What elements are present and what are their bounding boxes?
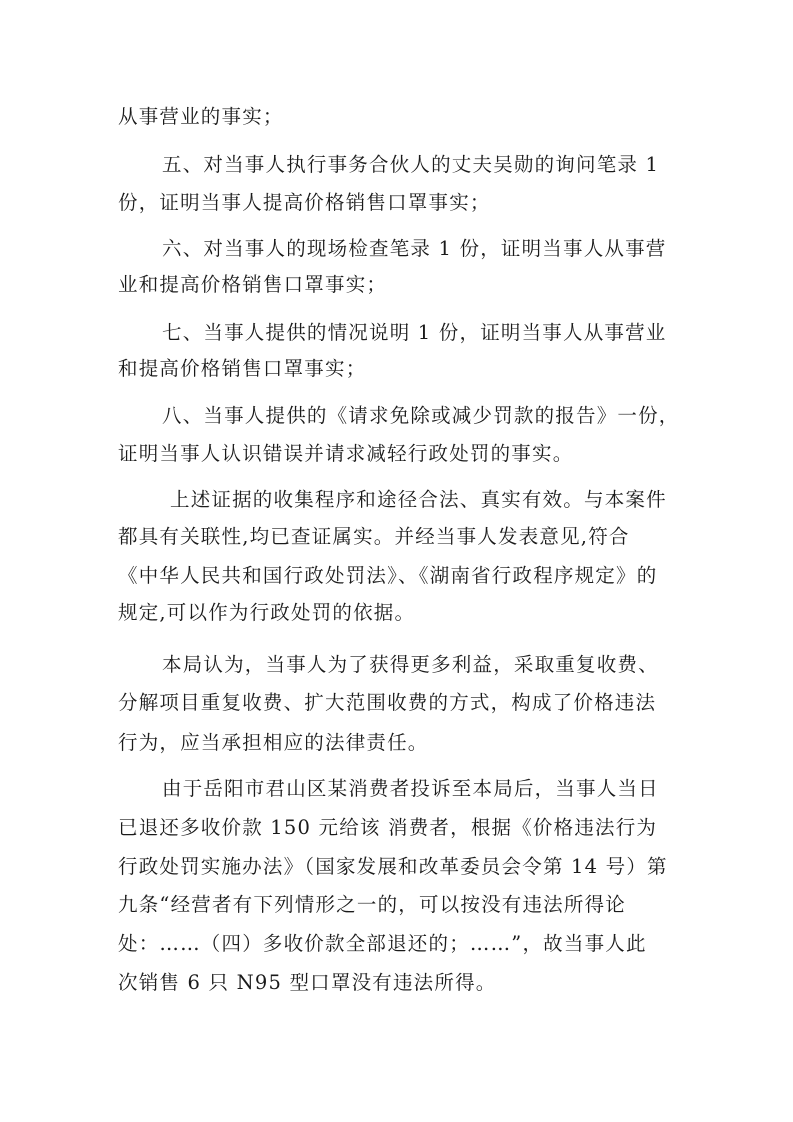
paragraph-line: 都具有关联性,均已查证属实。并经当事人发表意见,符合 <box>118 525 630 548</box>
paragraph-line: 六、对当事人的现场检查笔录 1 份，证明当事人从事营 <box>162 237 667 260</box>
paragraph-line: 九条“经营者有下列情形之一的，可以按没有违法所得论 <box>118 893 626 916</box>
paragraph-line: 已退还多收价款 150 元给该 消费者，根据《价格违法行为 <box>118 816 658 839</box>
paragraph-line: 份，证明当事人提高价格销售口罩事实； <box>118 191 491 214</box>
paragraph-line: 行为，应当承担相应的法律责任。 <box>118 731 429 754</box>
paragraph-line: 证明当事人认识错误并请求减轻行政处罚的事实。 <box>118 442 574 465</box>
paragraph-line: 从事营业的事实； <box>118 105 284 128</box>
paragraph-line: 本局认为，当事人为了获得更多利益，采取重复收费、 <box>162 653 659 676</box>
paragraph-line: 处：……（四）多收价款全部退还的；……”，故当事人此 <box>118 932 647 955</box>
paragraph-line: 次销售 6 只 N95 型口罩没有违法所得。 <box>118 971 497 994</box>
paragraph-line: 业和提高价格销售口罩事实； <box>118 273 388 296</box>
paragraph-line: 分解项目重复收费、扩大范围收费的方式，构成了价格违法 <box>118 691 657 714</box>
paragraph-line: 行政处罚实施办法》（国家发展和改革委员会令第 14 号）第 <box>118 855 668 878</box>
paragraph-line: 八、当事人提供的《请求免除或减少罚款的报告》一份， <box>162 404 680 427</box>
paragraph-line: 由于岳阳市君山区某消费者投诉至本局后，当事人当日 <box>162 777 659 800</box>
paragraph-line: 《中华人民共和国行政处罚法》、《湖南省行政程序规定》的 <box>118 564 658 587</box>
paragraph-line: 七、当事人提供的情况说明 1 份，证明当事人从事营业 <box>162 321 667 344</box>
paragraph-line: 上述证据的收集程序和途径合法、真实有效。与本案件 <box>170 488 667 511</box>
paragraph-line: 和提高价格销售口罩事实； <box>118 357 367 380</box>
paragraph-line: 规定,可以作为行政处罚的依据。 <box>118 601 416 624</box>
paragraph-line: 五、对当事人执行事务合伙人的丈夫吴勋的询问笔录 1 <box>162 153 660 176</box>
